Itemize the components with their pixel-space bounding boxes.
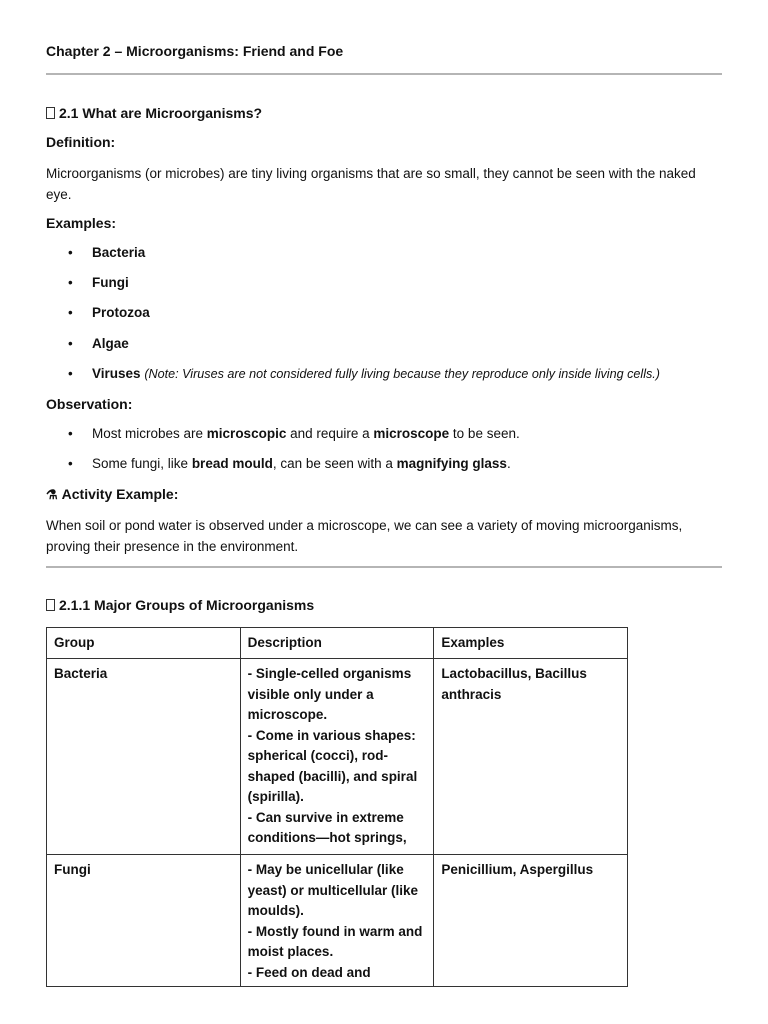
table-header-row: [47, 628, 628, 659]
column-header: Description: [240, 628, 434, 659]
activity-heading: [46, 486, 178, 503]
column-header: Examples: [434, 628, 628, 659]
table-cell-examples: Lactobacillus, Bacillus anthracis: [434, 659, 628, 855]
definition-label: Definition:: [46, 134, 116, 150]
missing-glyph-icon: [46, 599, 55, 611]
bullet: •: [68, 275, 73, 290]
divider: [46, 73, 722, 75]
section-heading-2-1-1: [46, 597, 314, 613]
table-cell-group: Fungi: [47, 855, 241, 987]
activity-label: Activity Example:: [61, 486, 179, 502]
table-row: [47, 659, 628, 855]
observation-label: Observation:: [46, 396, 133, 412]
bullet: •: [68, 456, 73, 471]
flask-icon: ⚗: [46, 487, 58, 502]
definition-text: Microorganisms (or microbes) are tiny living organisms that are so small, they cannot be seen with the naked eye.: [46, 166, 696, 202]
table-row: [47, 855, 628, 987]
section-heading-text: 2.1.1 Major Groups of Microorganisms: [59, 597, 315, 613]
viruses-note: (Note: Viruses are not considered fully living because they reproduce only inside living cells.): [144, 367, 660, 381]
missing-glyph-icon: [46, 107, 55, 119]
chapter-title: Chapter 2 – Microorganisms: Friend and Foe: [46, 43, 344, 59]
table-cell-examples: Penicillium, Aspergillus: [434, 855, 628, 987]
divider: [46, 566, 722, 568]
activity-text: When soil or pond water is observed under a microscope, we can see a variety of moving microorganisms, proving their presence in the environment.: [46, 518, 683, 554]
examples-label: Examples:: [46, 215, 117, 231]
bullet: •: [68, 366, 73, 381]
table-cell-group: Bacteria: [47, 659, 241, 855]
bullet: •: [68, 245, 73, 260]
table-cell-description: - May be unicellular (like yeast) or multicellular (like moulds). - Mostly found in warm and moist places. - Feed on dead and: [240, 855, 434, 987]
table-cell-description: - Single-celled organisms visible only under a microscope. - Come in various shapes: spherical (cocci), rod-shaped (bacilli), and spiral (spirilla). - Can survive in extreme conditions—hot springs,: [240, 659, 434, 855]
column-header: Group: [47, 628, 241, 659]
bullet: •: [68, 336, 73, 351]
section-heading-text: 2.1 What are Microorganisms?: [59, 105, 263, 121]
section-heading-2-1: [46, 105, 262, 121]
microorganism-groups-table: [46, 627, 628, 987]
bullet: •: [68, 426, 73, 441]
bullet: •: [68, 305, 73, 320]
